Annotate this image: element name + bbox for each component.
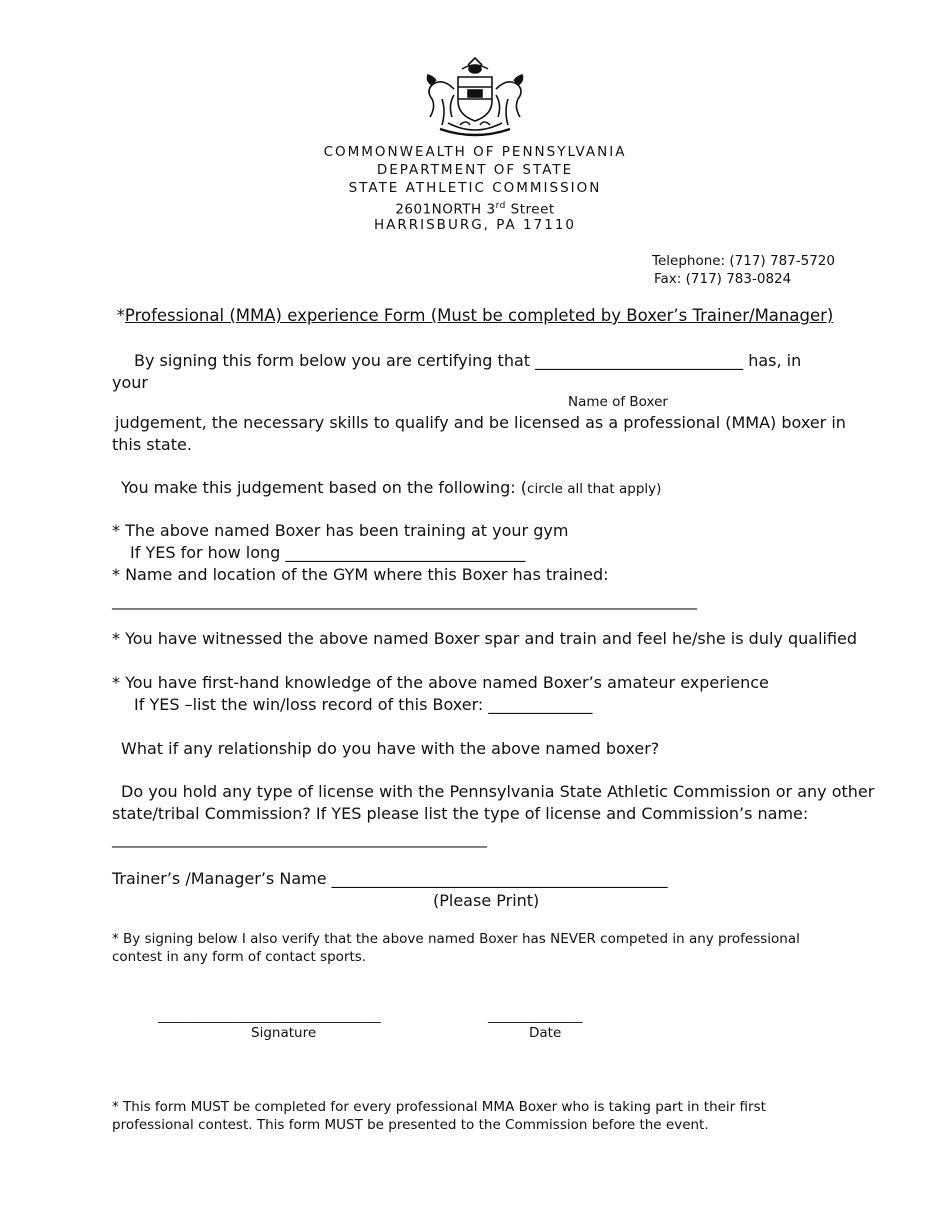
license-question-2: state/tribal Commission? If YES please list the type of license and Commission’s name: (112, 804, 809, 823)
fax: Fax: (717) 783-0824 (654, 271, 792, 287)
name-of-boxer-label: Name of Boxer (568, 394, 668, 410)
department-name: DEPARTMENT OF STATE (376, 162, 574, 178)
judgement-basis (121, 477, 841, 500)
title-asterisk: * (116, 306, 125, 325)
verification-line-1: * By signing below I also verify that the above named Boxer has NEVER competed in any professional (112, 931, 800, 947)
license-line: __________________________________________________ (112, 830, 487, 848)
footer-note-2: professional contest. This form MUST be presented to the Commission before the event. (112, 1117, 709, 1133)
certification-line-2: judgement, the necessary skills to qualify and be licensed as a professional (MMA) boxer in (115, 413, 846, 432)
verification-line-2: contest in any form of contact sports. (112, 949, 367, 965)
street-number: 2601NORTH 3 (395, 201, 496, 218)
certification-line-3: this state. (112, 435, 192, 454)
judgement-basis-text: You make this judgement based on the following: ( (121, 478, 528, 497)
street-name: Street (505, 201, 555, 218)
agency-name: COMMONWEALTH OF PENNSYLVANIA (323, 144, 627, 160)
item-win-loss-record: If YES –list the win/loss record of this Boxer: _____________ (134, 695, 593, 714)
item-training-duration: If YES for how long ______________________________ (130, 543, 526, 562)
trainer-manager-name: Trainer’s /Manager’s Name __________________________________________ (112, 869, 668, 888)
city-state-zip: HARRISBURG, PA 17110 (373, 217, 576, 233)
gym-location-line: ______________________________________________________________________________ (112, 592, 697, 610)
commission-name: STATE ATHLETIC COMMISSION (348, 180, 602, 196)
license-question-1: Do you hold any type of license with the Pennsylvania State Athletic Commission or any other (121, 782, 875, 801)
circle-note: circle all that apply) (527, 481, 662, 497)
date-label: Date (529, 1025, 562, 1041)
signature-label: Signature (251, 1025, 317, 1041)
relationship-question: What if any relationship do you have with the above named boxer? (121, 739, 660, 758)
street-suffix: rd (495, 201, 506, 211)
please-print-label: (Please Print) (433, 891, 540, 910)
certification-line-1: By signing this form below you are certifying that __________________________ has, in (134, 351, 802, 370)
certification-line-1b: your (112, 373, 148, 392)
item-gym-location: * Name and location of the GYM where this Boxer has trained: (112, 565, 609, 584)
title-text: Professional (MMA) experience Form (Must be completed by Boxer’s Trainer/Manager) (124, 306, 834, 325)
item-training-gym: * The above named Boxer has been training at your gym (112, 521, 569, 540)
footer-note-1: * This form MUST be completed for every professional MMA Boxer who is taking part in their first (112, 1099, 766, 1115)
pennsylvania-seal-icon (418, 55, 532, 137)
telephone: Telephone: (717) 787-5720 (652, 253, 835, 269)
signature-line: _________________________________ (158, 1008, 381, 1024)
form-title (0, 306, 950, 325)
item-witnessed-spar: * You have witnessed the above named Boxer spar and train and feel he/she is duly qualified (112, 629, 858, 648)
date-line: ______________ (488, 1008, 583, 1024)
item-amateur-experience: * You have first-hand knowledge of the above named Boxer’s amateur experience (112, 673, 769, 692)
